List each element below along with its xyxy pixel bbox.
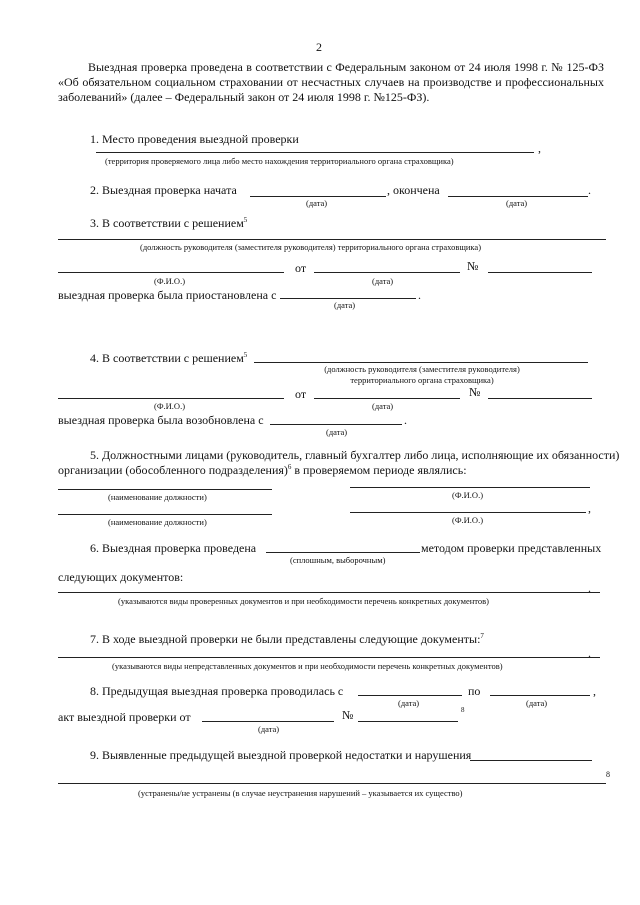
s2-end-date-field[interactable] <box>448 196 588 197</box>
s6-method-field[interactable] <box>266 552 420 553</box>
s6-method-label: методом проверки представленных <box>421 541 602 555</box>
s5-position-field-2[interactable] <box>58 514 272 515</box>
s9-label: 9. Выявленные предыдущей выездной проверкой недостатки и нарушения <box>90 748 472 762</box>
s7-label: 7. В ходе выездной проверки не были представлены следующие документы:$^7$ <box>90 632 484 646</box>
s9-issues-field-1[interactable] <box>470 760 592 761</box>
s5-position-hint-1: (наименование должности) <box>108 492 207 502</box>
s6-docs-label: следующих документов: <box>58 570 184 584</box>
s5-line-1: 5. Должностными лицами (руководитель, главный бухгалтер либо лица, исполняющие их обязанности) <box>90 448 620 462</box>
s5-line-2: организации (обособленного подразделения)$^6$ в проверяемом периоде являлись: <box>58 463 467 477</box>
s5-position-field-1[interactable] <box>58 489 272 490</box>
s2-label: 2. Выездная проверка начата <box>90 183 237 197</box>
s3-from-label: от <box>295 261 307 275</box>
s3-period: . <box>418 288 421 302</box>
s2-start-date-field[interactable] <box>250 196 386 197</box>
s1-label: 1. Место проведения выездной проверки <box>90 132 299 146</box>
s4-label: 4. В соответствии с решением$^5$ <box>90 351 248 365</box>
s5-fio-field-1[interactable] <box>350 487 590 488</box>
s8-act-label: акт выездной проверки от <box>58 710 191 724</box>
s5-fio-hint-2: (Ф.И.О.) <box>452 515 484 525</box>
s5-fio-field-2[interactable] <box>350 512 586 513</box>
s9-hint: (устранены/не устранены (в случае неустранения нарушений – указывается их существо) <box>138 788 463 798</box>
s4-position-hint-2: территориального органа страховщика) <box>350 375 494 385</box>
s4-position-field[interactable] <box>254 362 588 363</box>
s6-docs-field[interactable] <box>58 592 600 593</box>
s4-resumed-date-field[interactable] <box>270 424 402 425</box>
s4-fio-field[interactable] <box>58 398 284 399</box>
s4-num-label: № <box>469 385 481 399</box>
s5-fio-hint-1: (Ф.И.О.) <box>452 490 484 500</box>
s7-docs-field[interactable] <box>58 657 600 658</box>
s3-suspended-date-hint: (дата) <box>334 300 356 310</box>
page-number: 2 <box>316 40 322 54</box>
s4-decision-date-field[interactable] <box>314 398 460 399</box>
s3-fio-hint: (Ф.И.О.) <box>154 276 186 286</box>
s3-suspended-label: выездная проверка была приостановлена с <box>58 288 277 302</box>
s8-from-date-hint: (дата) <box>398 698 420 708</box>
s3-suspended-date-field[interactable] <box>280 298 416 299</box>
s8-act-date-field[interactable] <box>202 721 334 722</box>
s3-date-hint: (дата) <box>372 276 394 286</box>
s6-period: . <box>588 581 591 595</box>
s3-position-field[interactable] <box>58 239 606 240</box>
s8-from-date-field[interactable] <box>358 695 462 696</box>
s2-period: . <box>588 183 591 197</box>
s7-period: . <box>588 646 591 660</box>
s5-comma: , <box>588 501 591 515</box>
s1-place-field[interactable] <box>96 152 534 153</box>
s3-decision-date-field[interactable] <box>314 272 460 273</box>
s2-date-hint-1: (дата) <box>306 198 328 208</box>
intro-paragraph: Выездная проверка проведена в соответствии с Федеральным законом от 24 июля 1998 г. № 125-ФЗ «Об обязательном социальном страховании от несчастных случаев на производстве и профессиональных заболеваний» (далее – Федеральный закон от 24 июля 1998 г. №125-ФЗ). <box>58 60 604 104</box>
s8-num-label: № <box>342 708 354 722</box>
s7-hint: (указываются виды непредставленных документов и при необходимости перечень конкретных документов) <box>112 661 503 671</box>
s4-resumed-label: выездная проверка была возобновлена с <box>58 413 264 427</box>
s4-resumed-date-hint: (дата) <box>326 427 348 437</box>
s2-date-hint-2: (дата) <box>506 198 528 208</box>
s1-comma: , <box>538 141 541 155</box>
s4-from-label: от <box>295 387 307 401</box>
s8-comma: , <box>593 684 596 698</box>
s5-position-hint-2: (наименование должности) <box>108 517 207 527</box>
s9-side-mark: 8 <box>606 770 610 779</box>
s3-label: 3. В соответствии с решением$^5$ <box>90 216 248 230</box>
s4-position-hint-1: (должность руководителя (заместителя руководителя) <box>324 364 520 374</box>
s3-position-hint: (должность руководителя (заместителя руководителя) территориального органа страховщика) <box>140 242 482 252</box>
s8-to-date-hint: (дата) <box>526 698 548 708</box>
s4-date-hint: (дата) <box>372 401 394 411</box>
s2-ended-label: , окончена <box>387 183 440 197</box>
s8-label: 8. Предыдущая выездная проверка проводилась с <box>90 684 344 698</box>
s8-to-label: по <box>468 684 481 698</box>
s9-issues-field-2[interactable] <box>58 783 606 784</box>
s8-act-number-field[interactable] <box>358 721 458 722</box>
s8-footnote: 8 <box>461 706 465 714</box>
s4-period: . <box>404 413 407 427</box>
s4-fio-hint: (Ф.И.О.) <box>154 401 186 411</box>
s4-decision-number-field[interactable] <box>488 398 592 399</box>
s1-hint: (территория проверяемого лица либо место нахождения территориального органа страховщика) <box>105 156 454 166</box>
s3-decision-number-field[interactable] <box>488 272 592 273</box>
s6-label: 6. Выездная проверка проведена <box>90 541 257 555</box>
s8-act-date-hint: (дата) <box>258 724 280 734</box>
s6-docs-hint: (указываются виды проверенных документов и при необходимости перечень конкретных документов) <box>118 596 489 606</box>
s3-fio-field[interactable] <box>58 272 284 273</box>
s8-to-date-field[interactable] <box>490 695 590 696</box>
s3-num-label: № <box>467 259 479 273</box>
s6-method-hint: (сплошным, выборочным) <box>290 555 386 565</box>
